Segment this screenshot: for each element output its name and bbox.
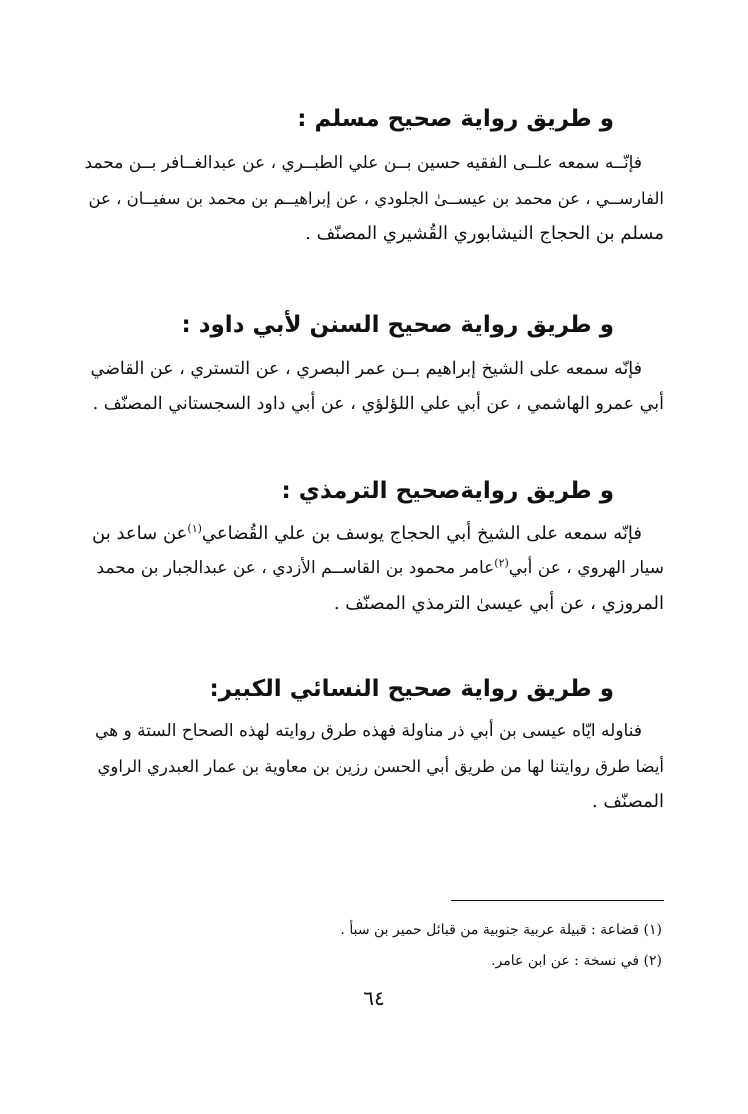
section-heading: و طريق روايةصحيح الترمذي : xyxy=(281,478,614,504)
paragraph-line: المصنّف . xyxy=(591,791,664,812)
section-paragraph xyxy=(84,714,664,819)
footnote-marker[interactable]: (٢) xyxy=(494,556,509,570)
paragraph-line xyxy=(84,586,664,621)
section-muslim xyxy=(84,102,664,251)
section-paragraph xyxy=(84,146,664,251)
paragraph-line xyxy=(84,551,664,586)
section-heading: و طريق رواية صحيح النسائي الكبير: xyxy=(209,676,614,702)
paragraph-line: مسلم بن الحجاج النيشابوري القُشيري المصنّف . xyxy=(305,223,664,244)
paragraph-line xyxy=(84,516,664,551)
section-heading: و طريق رواية صحيح السنن لأبي داود : xyxy=(181,312,614,338)
section-abu-dawud xyxy=(84,308,664,422)
paragraph-line: أبي عمرو الهاشمي ، عن أبي علي اللؤلؤي ، عن أبي داود السجستاني المصنّف . xyxy=(92,394,664,414)
section-nasai xyxy=(84,672,664,819)
section-tirmidhi xyxy=(84,474,664,621)
section-paragraph xyxy=(84,516,664,621)
paragraph-line: أيضا طرق روايتنا لها من طريق أبي الحسن رزين بن معاوية بن عمار العبدري الراوي xyxy=(97,757,664,776)
section-heading: و طريق رواية صحيح مسلم : xyxy=(297,106,614,132)
paragraph-line: فإنّه سمعه على الشيخ إبراهيم بــن عمر البصري ، عن التستري ، عن القاضي xyxy=(90,359,642,379)
paragraph-line: فإنّــه سمعه علــى الفقيه حسين بــن علي الطبــري ، عن عبدالغــافر بــن محمد xyxy=(84,153,642,173)
line-text: عن ساعد بن xyxy=(92,523,188,544)
footnote-marker[interactable]: (١) xyxy=(187,522,202,535)
footnote-divider xyxy=(451,900,664,901)
section-paragraph xyxy=(84,352,664,422)
line-text: سيار الهروي ، عن أبي xyxy=(508,558,664,578)
line-text: فإنّه سمعه على الشيخ أبي الحجاج يوسف بن علي القُضاعي xyxy=(201,523,642,544)
paragraph-line: فناوله ايّاه عيسى بن أبي ذر مناولة فهذه طرق روايته لهذه الصحاح الستة و هي xyxy=(94,721,642,741)
footnote-2: (٢) في نسخة : عن ابن عامر. xyxy=(491,953,662,969)
paragraph-line: الفارســي ، عن محمد بن عيســىٰ الجلودي ، عن إبراهيــم بن محمد بن سفيــان ، عن xyxy=(88,189,664,208)
line-text: عامر محمود بن القاســم الأزدي ، عن عبدالجبار بن محمد xyxy=(96,558,495,578)
line-text: المروزي ، عن أبي عيسىٰ الترمذي المصنّف . xyxy=(333,593,664,614)
footnote-1: (١) قضاعة : قبيلة عربية جنوبية من قبائل حمير بن سبأ . xyxy=(340,922,662,938)
page-number: ٦٤ xyxy=(363,986,385,1010)
